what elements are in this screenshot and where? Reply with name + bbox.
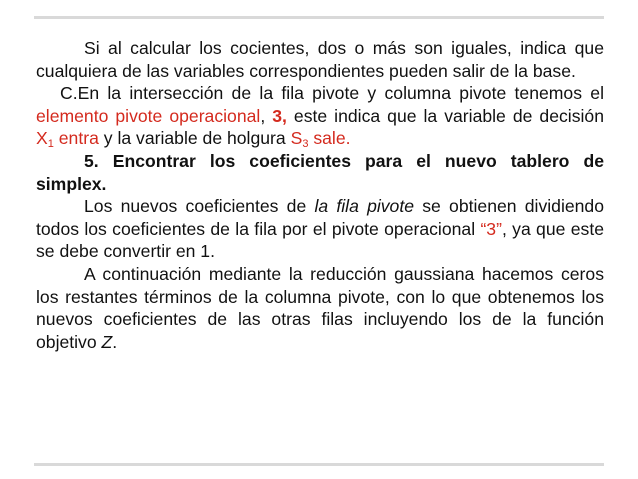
leaving-variable-subscript: 3 xyxy=(302,138,309,151)
paragraph-equal-quotients-text: Si al calcular los cocientes, dos o más son iguales, indica que cualquiera de las variables correspondientes pueden salir de la base. xyxy=(36,38,604,81)
paragraph-new-coefficients xyxy=(36,195,604,263)
pivot-intersection-mid: este indica que la variable de decisión xyxy=(286,105,604,126)
new-coefficients-mid: se obtienen dividiendo todos los coeficientes de la fila por el pivote operacional xyxy=(36,196,604,239)
gaussian-reduction-lead: A continuación mediante la reducción gaussiana hacemos ceros los restantes términos de la columna pivote, con lo que obtenemos los nuevos coeficientes de las otras filas incluyendo los de la función objetivo xyxy=(36,263,604,352)
slide-body xyxy=(36,37,604,353)
new-coefficients-end: , ya que este se debe convertir en 1. xyxy=(36,218,604,262)
entering-label: entra xyxy=(53,128,99,149)
pivot-intersection-end: . xyxy=(345,128,351,149)
entering-variable xyxy=(36,128,99,151)
leaving-variable-symbol: S xyxy=(290,128,303,149)
paragraph-pivot-intersection xyxy=(36,82,604,150)
top-divider xyxy=(34,16,604,19)
gaussian-reduction-end: . xyxy=(112,331,118,352)
pivot-value: 3, xyxy=(272,105,287,126)
section-heading-text: 5. Encontrar los coeficientes para el nuevo tablero de simplex. xyxy=(36,150,604,194)
new-coefficients-lead: Los nuevos coeficientes de xyxy=(84,196,315,217)
objective-function-symbol: Z xyxy=(101,331,113,352)
entering-variable-symbol: X xyxy=(36,128,48,149)
paragraph-gaussian-reduction xyxy=(36,263,604,353)
pivot-intersection-lead: C.En la intersección de la fila pivote y columna pivote tenemos el xyxy=(60,83,604,104)
leaving-variable xyxy=(290,128,309,151)
pivot-element-term: elemento pivote operacional xyxy=(36,105,261,126)
entering-variable-subscript: 1 xyxy=(47,138,54,151)
bottom-divider xyxy=(34,463,604,466)
pivot-quote: “3” xyxy=(480,218,502,239)
section-heading xyxy=(36,150,604,195)
leaving-label: sale xyxy=(313,128,346,149)
pivot-comma: , xyxy=(260,105,273,126)
pivot-intersection-mid2: y la variable de holgura xyxy=(98,128,291,149)
paragraph-equal-quotients xyxy=(36,37,604,82)
pivot-row-term: la fila pivote xyxy=(314,196,415,217)
